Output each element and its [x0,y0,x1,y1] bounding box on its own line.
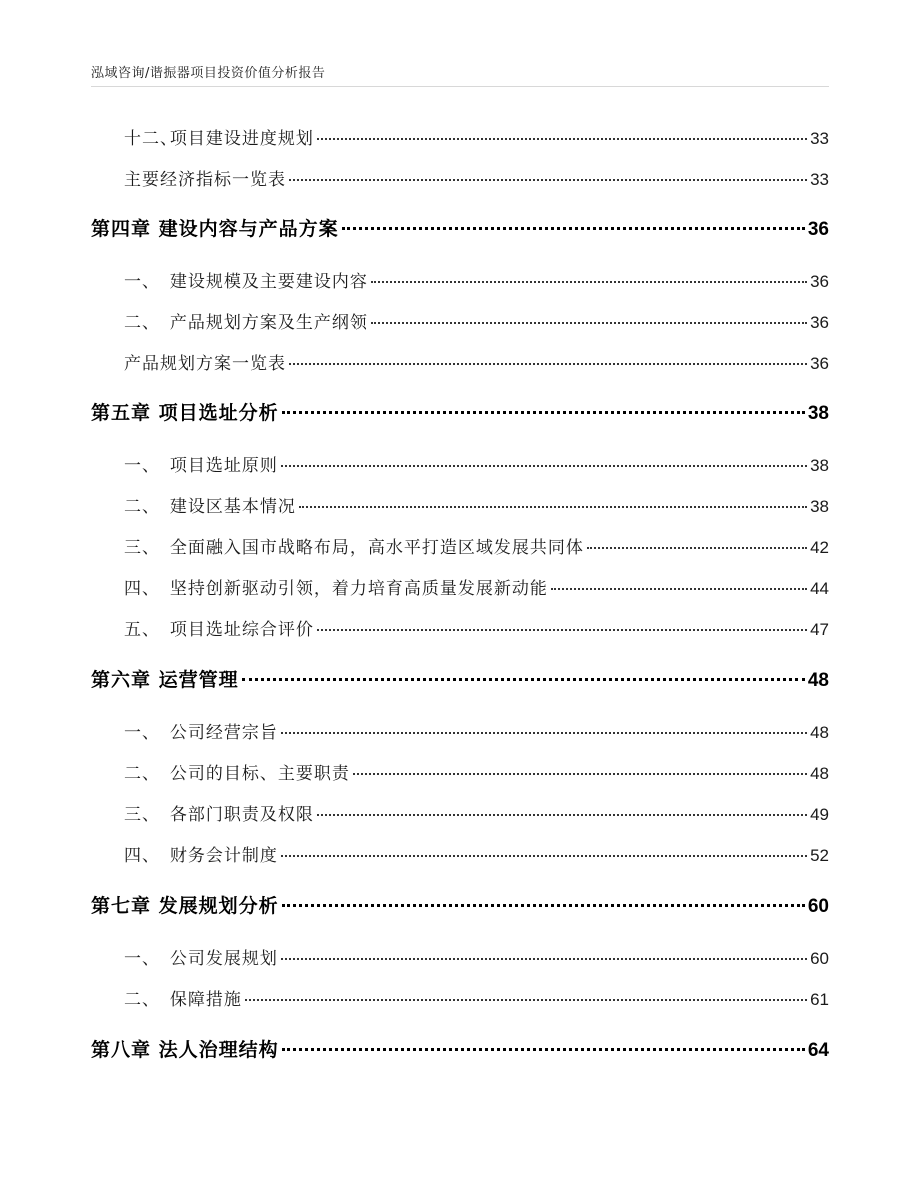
toc-chapter-title: 第五章 项目选址分析 [91,402,279,424]
toc-entry[interactable] [91,533,829,558]
toc-page-number: 48 [810,723,829,742]
toc-page-number: 52 [810,846,829,865]
toc-chapter-title: 第四章 建设内容与产品方案 [91,218,339,240]
toc-entry-title: 项目选址原则 [169,456,278,476]
toc-entry[interactable] [91,492,829,517]
toc-page-number: 36 [807,219,829,240]
toc-page-number: 38 [807,403,829,424]
dot-leader [371,281,807,283]
toc-entry[interactable] [91,615,829,640]
toc-page-number: 33 [810,170,829,189]
toc-entry-number: 十二、 [124,129,178,149]
toc-entry-number: 一、 [124,723,160,743]
toc-page-number: 48 [810,764,829,783]
toc-chapter-title: 第六章 运营管理 [91,669,239,691]
toc-entry-title: 主要经济指标一览表 [124,170,286,190]
dot-leader [299,506,807,508]
dot-leader [282,1048,805,1051]
toc-entry-label [91,533,584,558]
dot-leader [551,588,807,590]
toc-page-number: 38 [810,456,829,475]
toc-page-number: 48 [807,670,829,691]
dot-leader [281,465,807,467]
dot-leader [317,629,807,631]
toc-entry-number: 一、 [124,949,160,969]
toc-chapter-title: 第七章 发展规划分析 [91,895,279,917]
toc-entry[interactable] [91,944,829,969]
toc-entry-label [91,759,350,784]
toc-entry-label [91,944,278,969]
toc-entry-title: 公司的目标、主要职责 [169,764,350,784]
toc-entry-label [91,800,314,825]
toc-chapter-entry[interactable] [91,398,829,425]
toc-entry-label [91,985,242,1010]
running-header: 泓域咨询/谐振器项目投资价值分析报告 [91,66,326,81]
toc-entry[interactable] [91,718,829,743]
toc-page-number: 42 [810,538,829,557]
toc-entry-label [91,718,278,743]
toc-entry-title: 财务会计制度 [169,846,278,866]
toc-entry[interactable] [91,574,829,599]
toc-entry[interactable] [91,451,829,476]
toc-entry[interactable] [91,800,829,825]
toc-entry-label [91,451,278,476]
toc-entry-title: 产品规划方案及生产纲领 [169,313,368,333]
toc-entry-label [91,841,278,866]
toc-entry-number: 二、 [124,764,160,784]
dot-leader [353,773,807,775]
toc-entry-number: 二、 [124,313,160,333]
toc-chapter-title: 第八章 法人治理结构 [91,1039,279,1061]
dot-leader [282,904,805,907]
toc-entry-number: 一、 [124,456,160,476]
toc-page-number: 36 [810,354,829,373]
dot-leader [289,179,807,181]
toc-entry-title: 项目建设进度规划 [169,129,314,149]
toc-page-number: 44 [810,579,829,598]
toc-chapter-entry[interactable] [91,1035,829,1062]
toc-entry-number: 三、 [124,805,160,825]
toc-entry-label [91,615,314,640]
toc-page-number: 61 [810,990,829,1009]
toc-entry-title: 产品规划方案一览表 [124,354,286,374]
toc-entry[interactable] [91,124,829,149]
toc-entry-number: 二、 [124,497,160,517]
toc-entry-title: 各部门职责及权限 [169,805,314,825]
toc-page-number: 47 [810,620,829,639]
dot-leader [245,999,807,1001]
dot-leader [342,227,805,230]
dot-leader [587,547,807,549]
dot-leader [242,678,805,681]
toc-chapter-entry[interactable] [91,891,829,918]
toc-entry-label [91,165,286,190]
dot-leader [371,322,807,324]
toc-entry-label [91,308,368,333]
toc-entry-label [91,124,314,149]
dot-leader [282,411,805,414]
toc-entry-number: 四、 [124,846,160,866]
toc-entry-title: 项目选址综合评价 [169,620,314,640]
toc-entry[interactable] [91,841,829,866]
dot-leader [281,855,807,857]
toc-entry[interactable] [91,985,829,1010]
toc-entry-title: 保障措施 [169,990,242,1010]
toc-entry-number: 四、 [124,579,160,599]
toc-entry-number: 五、 [124,620,160,640]
dot-leader [317,814,807,816]
toc-entry[interactable] [91,308,829,333]
toc-entry-number: 一、 [124,272,160,292]
toc-entry-label [91,492,296,517]
dot-leader [281,958,807,960]
toc-entry-title: 公司发展规划 [169,949,278,969]
toc-entry-label [91,267,368,292]
toc-entry-number: 三、 [124,538,160,558]
toc-entry-label [91,349,286,374]
dot-leader [317,138,807,140]
toc-chapter-entry[interactable] [91,665,829,692]
dot-leader [289,363,807,365]
toc-page-number: 64 [807,1040,829,1061]
toc-entry[interactable] [91,349,829,374]
toc-entry[interactable] [91,759,829,784]
toc-page-number: 36 [810,272,829,291]
dot-leader [281,732,807,734]
toc-entry[interactable] [91,267,829,292]
toc-chapter-entry[interactable] [91,214,829,241]
toc-entry[interactable] [91,165,829,190]
toc-entry-title: 坚持创新驱动引领，着力培育高质量发展新动能 [169,579,548,599]
toc-page-number: 36 [810,313,829,332]
toc-entry-title: 公司经营宗旨 [169,723,278,743]
toc-page-number: 33 [810,129,829,148]
toc-entry-label [91,574,548,599]
toc-entry-number: 二、 [124,990,160,1010]
toc-page-number: 60 [810,949,829,968]
toc-entry-title: 全面融入国市战略布局，高水平打造区域发展共同体 [169,538,584,558]
toc-page-number: 49 [810,805,829,824]
toc-entry-title: 建设区基本情况 [169,497,296,517]
toc-page-number: 60 [807,896,829,917]
toc-entry-title: 建设规模及主要建设内容 [169,272,368,292]
toc-page-number: 38 [810,497,829,516]
